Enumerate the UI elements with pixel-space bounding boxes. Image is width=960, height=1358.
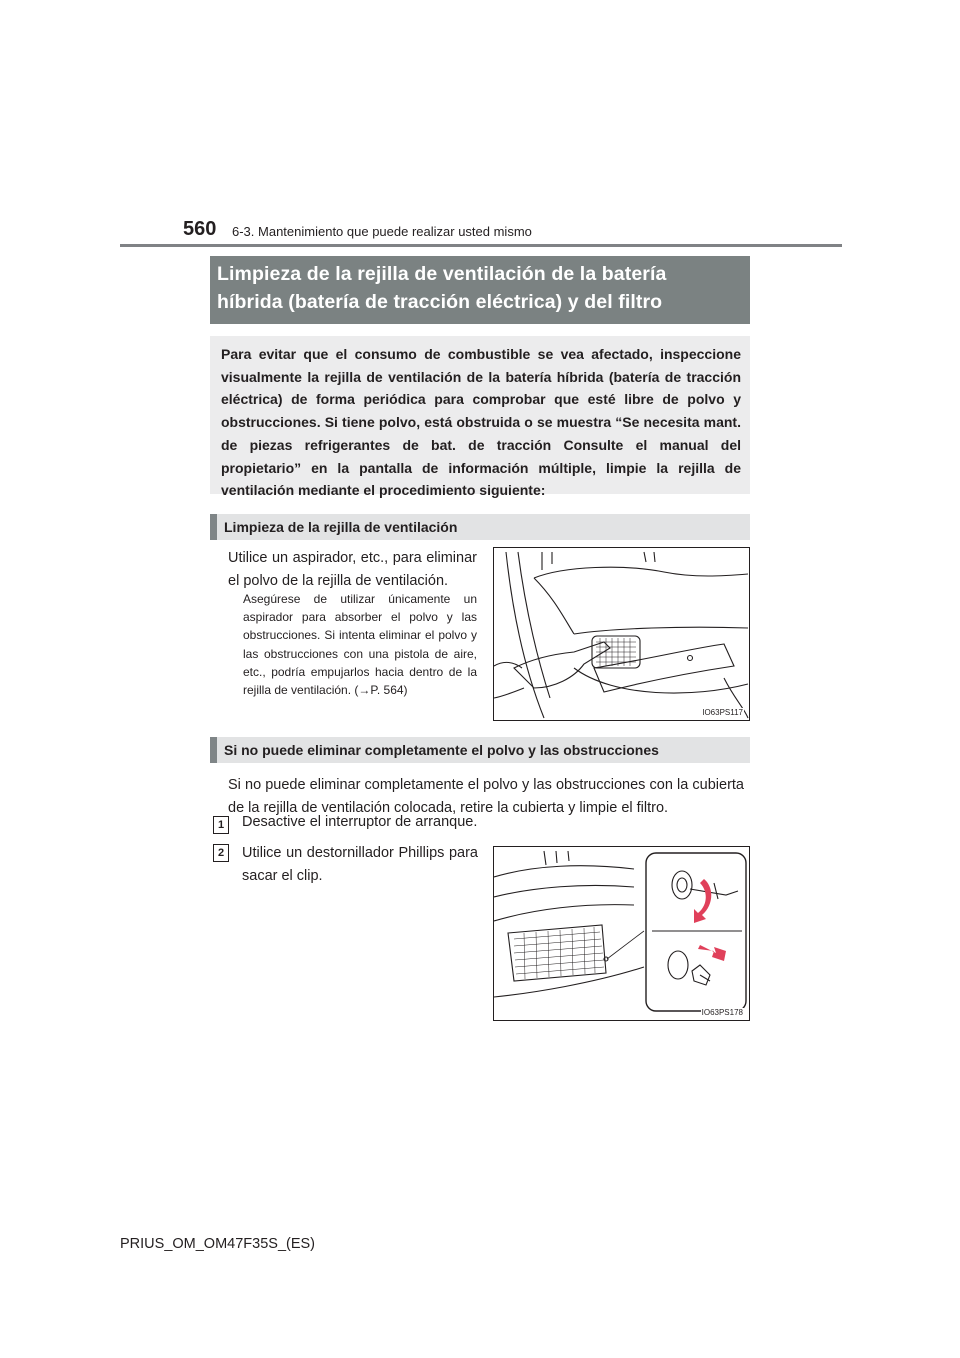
step-number-1: 1 [213, 816, 229, 834]
section1-body: Utilice un aspirador, etc., para eliminar el polvo de la rejilla de ventilación. [228, 550, 477, 589]
intro-box: Para evitar que el consumo de combustible se vea afectado, inspeccione visualmente la rejilla de ventilación de la batería híbrida (batería de tracción eléctrica) de forma periódica para comprobar que esté libre de polvo y obstrucciones. Si tiene polvo, está obstruida o se muestra “Se necesita mant. de piezas refrigerantes de bat. de tracción Consulte el manual del propietario” en la pantalla de información múltiple, limpie la rejilla de ventilación mediante el procedimiento siguiente: [210, 336, 750, 494]
section-heading-cleaning [210, 514, 750, 540]
section-heading-label: Si no puede eliminar completamente el polvo y las obstrucciones [224, 742, 659, 758]
remove-clip-illustration [494, 847, 749, 1020]
section1-note: Asegúrese de utilizar únicamente un aspirador para absorber el polvo y las obstrucciones. Si intenta eliminar el polvo y las obstrucciones con una pistola de aire, etc., podría empujarlos hacia dentro de la rejilla de ventilación. (→P. 564) [243, 592, 477, 698]
figure-code: IO63PS117 [702, 708, 743, 717]
section-tab [210, 514, 217, 540]
vacuum-vent-illustration [494, 548, 749, 720]
section2-body: Si no puede eliminar completamente el polvo y las obstrucciones con la cubierta de la rejilla de ventilación colocada, retire la cubierta y limpie el filtro. [228, 777, 744, 816]
step-text-2: Utilice un destornillador Phillips para sacar el clip. [242, 845, 478, 884]
section-tab [210, 737, 217, 763]
page-title-line1: Limpieza de la rejilla de ventilación de la batería [217, 263, 667, 285]
section-heading-not-removed [210, 737, 750, 763]
page-number: 560 [183, 218, 217, 240]
footer-code: PRIUS_OM_OM47F35S_(ES) [120, 1236, 316, 1252]
section-heading-label: Limpieza de la rejilla de ventilación [224, 519, 458, 535]
step-text-1: Desactive el interruptor de arranque. [242, 814, 478, 830]
header-rule [120, 244, 842, 247]
running-head: 6-3. Mantenimiento que puede realizar usted mismo [232, 224, 532, 239]
step-number-2: 2 [213, 844, 229, 862]
page-title [210, 256, 750, 324]
figure-vacuum-vent [493, 547, 750, 721]
figure-remove-clip [493, 846, 750, 1021]
page-title-line2: híbrida (batería de tracción eléctrica) y del filtro [217, 291, 663, 313]
figure-code: IO63PS178 [701, 1008, 743, 1017]
